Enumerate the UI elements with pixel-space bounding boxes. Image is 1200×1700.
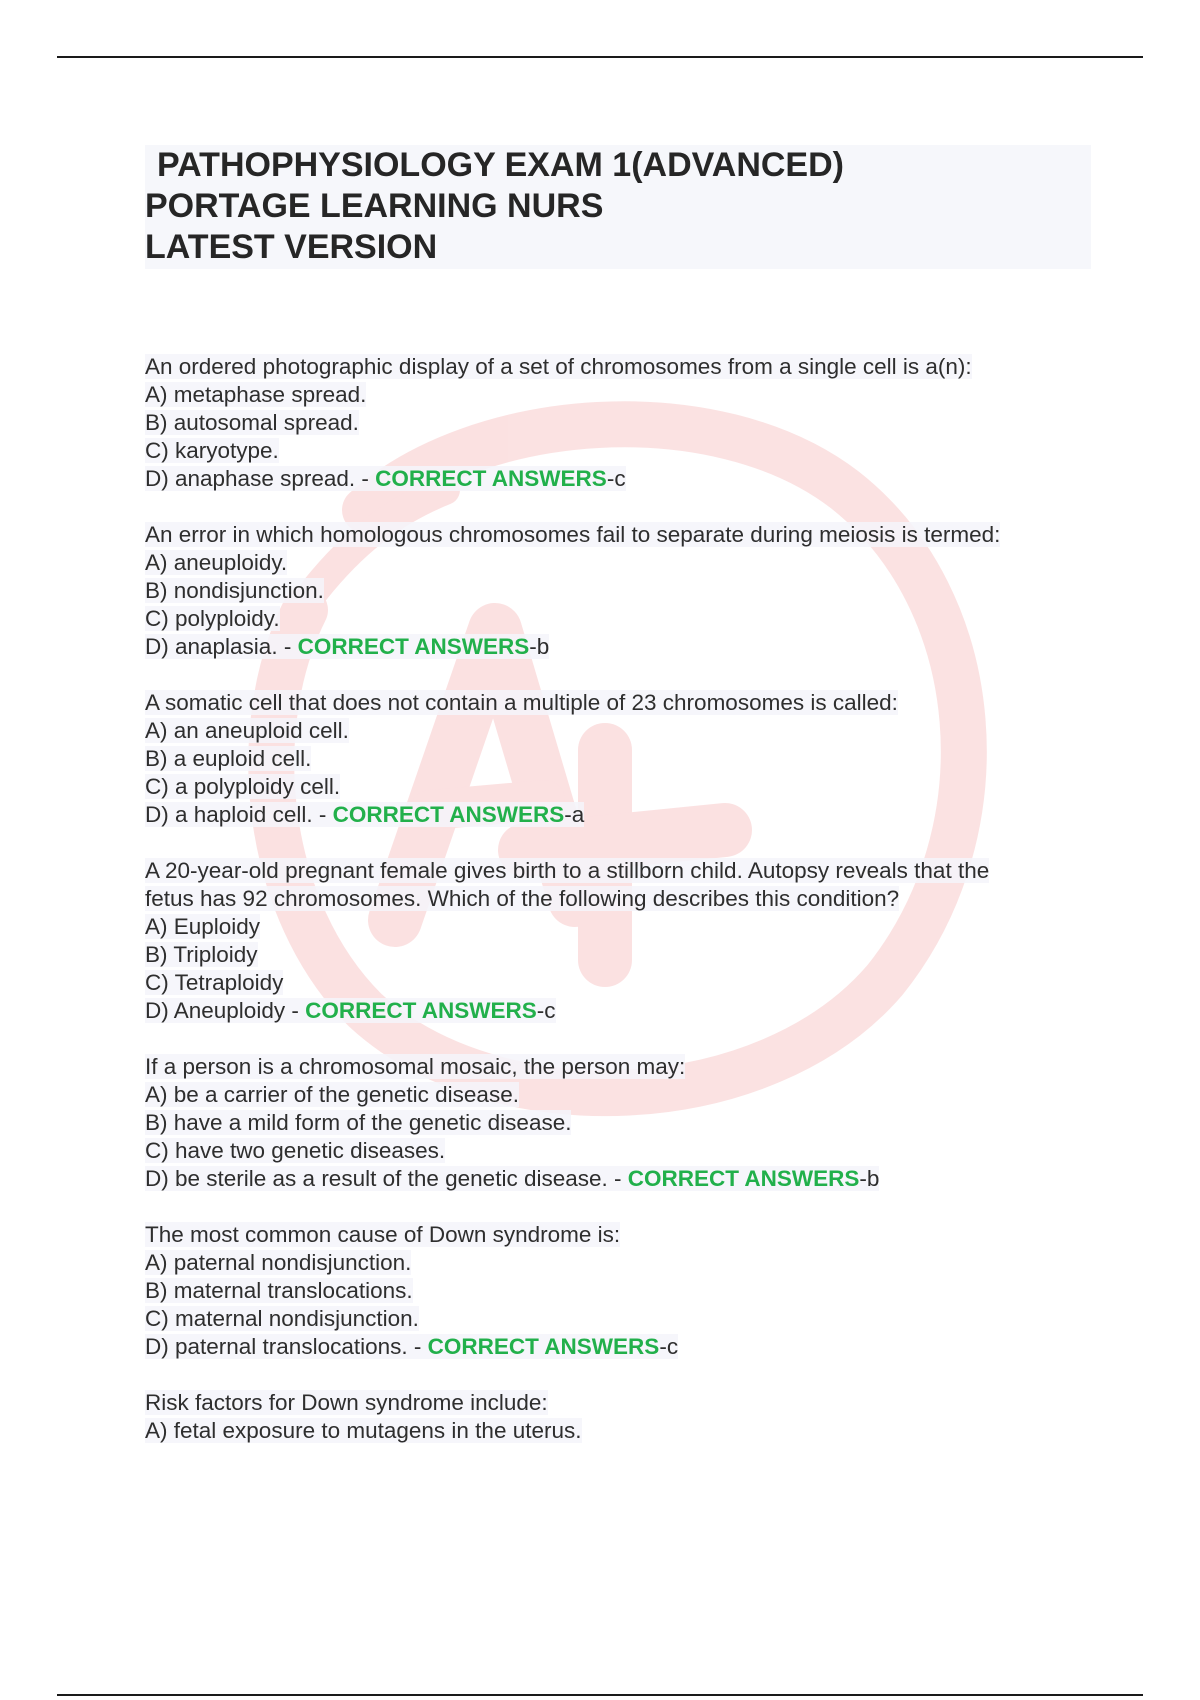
line-text: C) Tetraploidy [145, 970, 284, 995]
line-text: An error in which homologous chromosomes fail to separate during meiosis is termed: [145, 522, 1001, 547]
question-option-line [145, 801, 1105, 829]
answer-letter: c [666, 1334, 679, 1359]
answer-join: - [659, 1334, 667, 1359]
answer-join: - [529, 634, 537, 659]
line-text: If a person is a chromosomal mosaic, the person may: [145, 1054, 686, 1079]
question-block [145, 689, 1105, 829]
answer-letter: c [544, 998, 556, 1023]
correct-answers-label: CORRECT ANSWERS [627, 1166, 860, 1191]
question-option-line [145, 1081, 1105, 1109]
line-text: D) a haploid cell. [145, 802, 313, 827]
question-option-line [145, 1249, 1105, 1277]
line-text: A) fetal exposure to mutagens in the uterus. [145, 1418, 582, 1443]
question-option-line [145, 633, 1105, 661]
answer-join: - [564, 802, 572, 827]
question-option-line [145, 913, 1105, 941]
line-text: D) anaphase spread. [145, 466, 356, 491]
question-stem-line [145, 1053, 1105, 1081]
line-text: B) autosomal spread. [145, 410, 359, 435]
question-option-line [145, 577, 1105, 605]
answer-letter: b [536, 634, 550, 659]
answer-separator: - [312, 802, 333, 827]
question-option-line [145, 1417, 1105, 1445]
line-text: D) Aneuploidy [145, 998, 286, 1023]
answer-letter: c [614, 466, 626, 491]
question-option-line [145, 941, 1105, 969]
question-option-line [145, 549, 1105, 577]
line-text: The most common cause of Down syndrome is: [145, 1222, 621, 1247]
question-block [145, 353, 1105, 493]
question-option-line [145, 409, 1105, 437]
line-text: A) Euploidy [145, 914, 261, 939]
line-text: B) maternal translocations. [145, 1278, 413, 1303]
question-stem-line [145, 353, 1105, 381]
question-option-line [145, 745, 1105, 773]
correct-answers-label: CORRECT ANSWERS [375, 466, 607, 491]
question-stem-line [145, 857, 1105, 885]
answer-letter: a [571, 802, 585, 827]
title-line: LATEST VERSION [145, 228, 438, 266]
answer-separator: - [607, 1166, 628, 1191]
question-block [145, 1053, 1105, 1193]
question-option-line [145, 1333, 1105, 1361]
title-line: PORTAGE LEARNING NURS [145, 187, 604, 225]
question-stem-line [145, 521, 1105, 549]
line-text: A) be a carrier of the genetic disease. [145, 1082, 519, 1107]
correct-answers-label: CORRECT ANSWERS [305, 998, 537, 1023]
answer-separator: - [407, 1334, 428, 1359]
correct-answers-label: CORRECT ANSWERS [297, 634, 530, 659]
line-text: B) nondisjunction. [145, 578, 324, 603]
question-stem-line [145, 689, 1105, 717]
line-text: C) polyploidy. [145, 606, 280, 631]
line-text: A) metaphase spread. [145, 382, 367, 407]
line-text: fetus has 92 chromosomes. Which of the following describes this condition? [145, 886, 900, 911]
correct-answers-label: CORRECT ANSWERS [427, 1334, 660, 1359]
question-stem-line [145, 1389, 1105, 1417]
line-text: A) an aneuploid cell. [145, 718, 349, 743]
question-option-line [145, 381, 1105, 409]
question-option-line [145, 1277, 1105, 1305]
question-option-line [145, 969, 1105, 997]
question-list [145, 353, 1105, 1473]
question-option-line [145, 1305, 1105, 1333]
question-option-line [145, 1137, 1105, 1165]
answer-letter: b [866, 1166, 880, 1191]
line-text: C) a polyploidy cell. [145, 774, 341, 799]
line-text: D) paternal translocations. [145, 1334, 408, 1359]
question-option-line [145, 465, 1105, 493]
line-text: C) have two genetic diseases. [145, 1138, 446, 1163]
question-option-line [145, 717, 1105, 745]
line-text: D) anaplasia. [145, 634, 278, 659]
line-text: B) Triploidy [145, 942, 258, 967]
question-option-line [145, 1109, 1105, 1137]
line-text: A somatic cell that does not contain a multiple of 23 chromosomes is called: [145, 690, 898, 715]
line-text: A 20-year-old pregnant female gives birth to a stillborn child. Autopsy reveals that the [145, 858, 990, 883]
question-stem-line [145, 1221, 1105, 1249]
question-option-line [145, 437, 1105, 465]
answer-separator: - [285, 998, 306, 1023]
question-block [145, 857, 1105, 1025]
question-option-line [145, 997, 1105, 1025]
line-text: An ordered photographic display of a set of chromosomes from a single cell is a(n): [145, 354, 972, 379]
question-block [145, 521, 1105, 661]
title-line: PATHOPHYSIOLOGY EXAM 1(ADVANCED) [157, 146, 844, 184]
answer-join: - [859, 1166, 867, 1191]
line-text: B) have a mild form of the genetic disease. [145, 1110, 572, 1135]
answer-join: - [606, 466, 615, 491]
question-block [145, 1221, 1105, 1361]
answer-join: - [536, 998, 545, 1023]
line-text: C) maternal nondisjunction. [145, 1306, 419, 1331]
top-rule [57, 56, 1143, 58]
bottom-rule [57, 1694, 1143, 1696]
answer-separator: - [277, 634, 298, 659]
question-option-line [145, 885, 1105, 913]
answer-separator: - [355, 466, 376, 491]
line-text: C) karyotype. [145, 438, 279, 463]
document-title [145, 145, 1091, 269]
line-text: B) a euploid cell. [145, 746, 312, 771]
question-option-line [145, 773, 1105, 801]
question-option-line [145, 605, 1105, 633]
line-text: A) aneuploidy. [145, 550, 288, 575]
line-text: A) paternal nondisjunction. [145, 1250, 412, 1275]
line-text: Risk factors for Down syndrome include: [145, 1390, 548, 1415]
correct-answers-label: CORRECT ANSWERS [332, 802, 565, 827]
line-text: D) be sterile as a result of the genetic disease. [145, 1166, 608, 1191]
question-block [145, 1389, 1105, 1445]
question-option-line [145, 1165, 1105, 1193]
